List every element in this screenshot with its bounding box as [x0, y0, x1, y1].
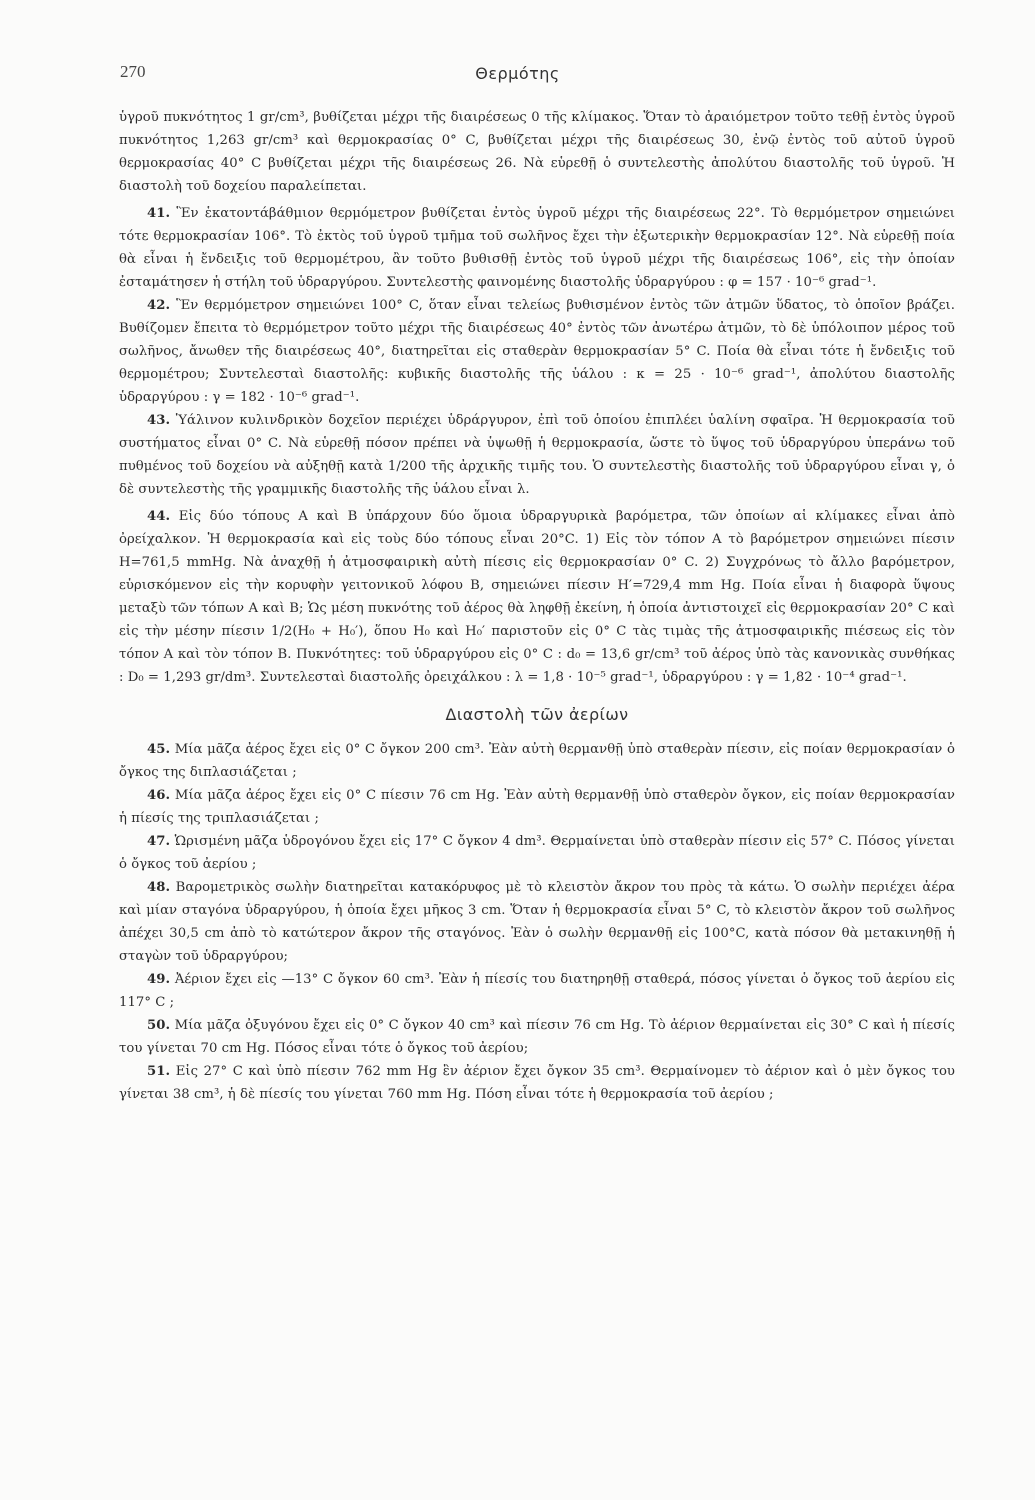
exercise-number: 51.: [147, 1064, 171, 1079]
exercise-number: 45.: [147, 742, 171, 757]
exercise-47: [119, 830, 955, 876]
exercise-text: Εἰς 27° C καὶ ὑπὸ πίεσιν 762 mm Hg ἓν ἀέριον ἔχει ὄγκον 35 cm³. Θερμαίνομεν τὸ ἀέριον καὶ ὁ μὲν ὄγκος του γίνεται 38 cm³, ἡ δὲ πίεσίς του γίνεται 760 mm Hg. Πόση εἶναι τότε ἡ θερμοκρασία τοῦ ἀερίου ;: [119, 1064, 956, 1102]
exercise-50: [119, 1014, 955, 1060]
exercise-text: Μία μᾶζα ὀξυγόνου ἔχει εἰς 0° C ὄγκον 40 cm³ καὶ πίεσιν 76 cm Hg. Τὸ ἀέριον θερμαίνεται εἰς 30° C καὶ ἡ πίεσίς του γίνεται 70 cm Hg. Πόσος εἶναι τότε ὁ ὄγκος τοῦ ἀερίου;: [119, 1018, 955, 1056]
exercise-text: Βαρομετρικὸς σωλὴν διατηρεῖται κατακόρυφος μὲ τὸ κλειστὸν ἄκρον του πρὸς τὰ κάτω. Ὁ σωλὴν περιέχει ἀέρα καὶ μίαν σταγόνα ὑδραργύρου, ἡ ὁποία ἔχει μῆκος 3 cm. Ὅταν ἡ θερμοκρασία εἶναι 5° C, τὸ κλειστὸν ἄκρον τοῦ σωλῆνος ἀπέχει 30,5 cm ἀπὸ τὸ κατώτερον ἄκρον τῆς σταγόνος. Ἐὰν ὁ σωλὴν θερμανθῇ εἰς 100°C, κατὰ πόσον θὰ μετακινηθῇ ἡ σταγὼν τοῦ ὑδραργύρου;: [119, 880, 955, 964]
intro-paragraph: ὑγροῦ πυκνότητος 1 gr/cm³, βυθίζεται μέχρι τῆς διαιρέσεως 0 τῆς κλίμακος. Ὅταν τὸ ἀραιόμετρον τοῦτο τεθῇ ἐντὸς ὑγροῦ πυκνότητος 1,263 gr/cm³ καὶ θερμοκρασίας 0° C, βυθίζεται μέχρι τῆς διαιρέσεως 30, ἐνῷ ἐντὸς τοῦ αὐτοῦ ὑγροῦ θερμοκρασίας 40° C βυθίζεται μέχρι τῆς διαιρέσεως 26. Νὰ εὑρεθῇ ὁ συντελεστὴς ἀπολύτου διαστολῆς τοῦ ὑγροῦ. Ἡ διαστολὴ τοῦ δοχείου παραλείπεται.: [119, 110, 955, 194]
exercise-48: [119, 876, 955, 968]
running-title: Θερμότης: [475, 64, 560, 83]
exercise-text: Ὑάλινον κυλινδρικὸν δοχεῖον περιέχει ὑδράργυρον, ἐπὶ τοῦ ὁποίου ἐπιπλέει ὑαλίνη σφαῖρα. Ἡ θερμοκρασία τοῦ συστήματος εἶναι 0° C. Νὰ εὑρεθῇ πόσον πρέπει νὰ ὑψωθῇ ἡ θερμοκρασία, ὥστε τὸ ὕψος τοῦ ὑδραργύρου ὑπεράνω τοῦ πυθμένος τοῦ δοχείου νὰ αὐξηθῇ κατὰ 1/200 τῆς ἀρχικῆς τιμῆς του. Ὁ συντελεστὴς διαστολῆς τοῦ ὑδραργύρου εἶναι γ, ὁ δὲ συντελεστὴς τῆς γραμμικῆς διαστολῆς τῆς ὑάλου εἶναι λ.: [119, 413, 955, 497]
page-body: [119, 106, 955, 1106]
exercise-text: Ὡρισμένη μᾶζα ὑδρογόνου ἔχει εἰς 17° C ὄγκον 4 dm³. Θερμαίνεται ὑπὸ σταθερὰν πίεσιν εἰς 57° C. Πόσος γίνεται ὁ ὄγκος τοῦ ἀερίου ;: [119, 834, 955, 872]
page-header: [0, 62, 1035, 86]
exercise-51: [119, 1060, 955, 1106]
exercise-41: [119, 202, 955, 294]
exercise-text: Ἀέριον ἔχει εἰς —13° C ὄγκον 60 cm³. Ἐὰν ἡ πίεσίς του διατηρηθῇ σταθερά, πόσος γίνεται ὁ ὄγκος τοῦ ἀερίου εἰς 117° C ;: [119, 972, 955, 1010]
exercise-49: [119, 968, 955, 1014]
exercise-number: 43.: [147, 413, 171, 428]
exercise-text: Ἓν θερμόμετρον σημειώνει 100° C, ὅταν εἶναι τελείως βυθισμένον ἐντὸς τῶν ἀτμῶν ὕδατος, τὸ ὁποῖον βράζει. Βυθίζομεν ἔπειτα τὸ θερμόμετρον τοῦτο μέχρι τῆς διαιρέσεως 40° ἐντὸς τῶν ἀνωτέρω ἀτμῶν, τὸ δὲ ὑπόλοιπον μέρος τοῦ σωλῆνος, ἄνωθεν τῆς διαιρέσεως 40°, διατηρεῖται εἰς σταθερὰν θερμοκρασίαν 5° C. Ποία θὰ εἶναι τότε ἡ ἔνδειξις τοῦ θερμομέτρου; Συντελεσταὶ διαστολῆς: κυβικῆς διαστολῆς τῆς ὑάλου : κ = 25 · 10⁻⁶ grad⁻¹, ἀπολύτου διαστολῆς ὑδραργύρου : γ = 182 · 10⁻⁶ grad⁻¹.: [119, 298, 955, 405]
exercise-text: Μία μᾶζα ἀέρος ἔχει εἰς 0° C πίεσιν 76 cm Hg. Ἐὰν αὐτὴ θερμανθῇ ὑπὸ σταθερὸν ὄγκον, εἰς ποίαν θερμοκρασίαν ἡ πίεσίς της τριπλασιάζεται ;: [119, 788, 955, 826]
exercise-number: 49.: [147, 972, 171, 987]
section-title: Διαστολὴ τῶν ἀερίων: [445, 705, 629, 724]
exercise-text: Μία μᾶζα ἀέρος ἔχει εἰς 0° C ὄγκον 200 cm³. Ἐὰν αὐτὴ θερμανθῇ ὑπὸ σταθερὰν πίεσιν, εἰς ποίαν θερμοκρασίαν ὁ ὄγκος της διπλασιάζεται ;: [119, 742, 955, 780]
exercise-45: [119, 738, 955, 784]
exercise-43: [119, 409, 955, 501]
exercise-46: [119, 784, 955, 830]
exercise-number: 41.: [147, 206, 171, 221]
exercise-number: 46.: [147, 788, 171, 803]
exercise-number: 44.: [147, 509, 171, 524]
exercise-number: 42.: [147, 298, 171, 313]
exercise-number: 47.: [147, 834, 171, 849]
exercise-number: 50.: [147, 1018, 171, 1033]
exercise-text: Ἓν ἑκατοντάβάθμιον θερμόμετρον βυθίζεται ἐντὸς ὑγροῦ μέχρι τῆς διαιρέσεως 22°. Τὸ θερμόμετρον σημειώνει τότε θερμοκρασίαν 106°. Τὸ ἐκτὸς τοῦ ὑγροῦ τμῆμα τοῦ σωλῆνος ἔχει τὴν ἐξωτερικὴν θερμοκρασίαν 12°. Νὰ εὑρεθῇ ποία θὰ εἶναι ἡ ἔνδειξις τοῦ θερμομέτρου, ἂν τοῦτο βυθισθῇ ἐντὸς τοῦ ὑγροῦ μέχρι τῆς διαιρέσεως 106°, εἰς τὴν ὁποίαν ἐσταμάτησεν ἡ στήλη τοῦ ὑδραργύρου. Συντελεστὴς φαινομένης διαστολῆς ὑδραργύρου : φ = 157 · 10⁻⁶ grad⁻¹.: [119, 206, 955, 290]
exercise-text: Εἰς δύο τόπους Α καὶ Β ὑπάρχουν δύο ὅμοια ὑδραργυρικὰ βαρόμετρα, τῶν ὁποίων αἱ κλίμακες εἶναι ἀπὸ ὀρείχαλκον. Ἡ θερμοκρασία καὶ εἰς τοὺς δύο τόπους εἶναι 20°C. 1) Εἰς τὸν τόπον Α τὸ βαρόμετρον σημειώνει πίεσιν Η=761,5 mmHg. Νὰ ἀναχθῇ ἡ ἀτμοσφαιρικὴ αὐτὴ πίεσις εἰς θερμοκρασίαν 0° C. 2) Συγχρόνως τὸ ἄλλο βαρόμετρον, εὑρισκόμενον εἰς τὴν κορυφὴν γειτονικοῦ λόφου Β, σημειώνει πίεσιν Η′=729,4 mm Hg. Ποία εἶναι ἡ διαφορὰ ὕψους μεταξὺ τῶν τόπων Α καὶ Β; Ὡς μέση πυκνότης τοῦ ἀέρος θὰ ληφθῇ ἐκείνη, ἡ ὁποία ἀντιστοιχεῖ εἰς θερμοκρασίαν 20° C καὶ εἰς τὴν μέσην πίεσιν 1/2(Η₀ + Η₀′), ὅπου Η₀ καὶ Η₀′ παριστοῦν εἰς 0° C τὰς τιμὰς τῆς ἀτμοσφαιρικῆς πιέσεως εἰς τὸν τόπον Α καὶ τὸν τόπον Β. Πυκνότητες: τοῦ ὑδραργύρου εἰς 0° C : d₀ = 13,6 gr/cm³ τοῦ ἀέρος ὑπὸ τὰς κανονικὰς συνθήκας : D₀ = 1,293 gr/dm³. Συντελεσταὶ διαστολῆς ὀρειχάλκου : λ = 1,8 · 10⁻⁵ grad⁻¹, ὑδραργύρου : γ = 1,82 · 10⁻⁴ grad⁻¹.: [119, 509, 955, 685]
exercise-44: [119, 505, 955, 689]
page-number: 270: [120, 62, 146, 81]
exercise-42: [119, 294, 955, 409]
exercise-number: 48.: [147, 880, 171, 895]
